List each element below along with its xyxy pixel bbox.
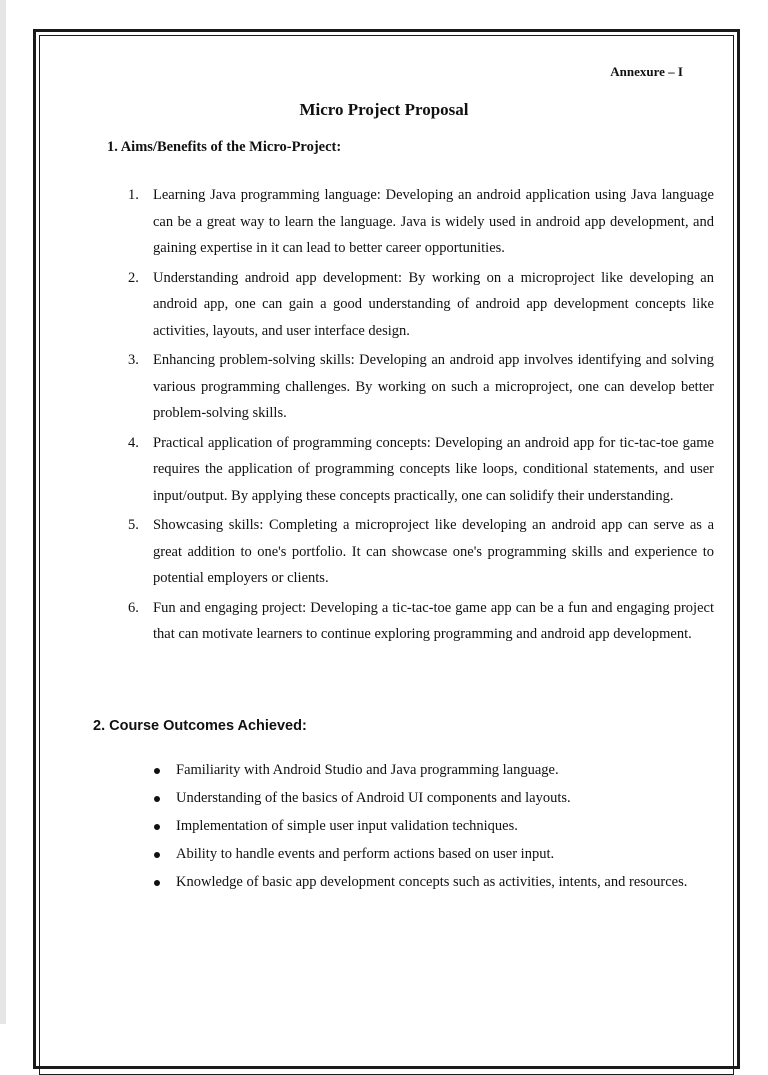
outcomes-list [152, 759, 732, 899]
aim-text: Practical application of programming concepts: Developing an android app for tic-tac-toe game requires the application of programming concepts like loops, conditional statements, and user input/output. By applying these concepts practically, one can solidify their understanding. [153, 434, 714, 504]
aim-item [128, 512, 714, 592]
aim-number: 1. [128, 187, 139, 203]
outcome-item [152, 787, 732, 815]
aim-number: 2. [128, 269, 139, 286]
aims-list [128, 182, 714, 651]
aim-item [128, 595, 714, 648]
section-heading-outcomes: 2. Course Outcomes Achieved: [93, 718, 307, 734]
aim-item [128, 430, 714, 510]
bullet-icon [154, 880, 160, 886]
outcome-text: Implementation of simple user input validation techniques. [176, 818, 518, 834]
outcome-item [152, 815, 732, 843]
outcome-text: Understanding of the basics of Android UI components and layouts. [176, 790, 571, 806]
bullet-icon [154, 852, 160, 858]
outcome-text: Familiarity with Android Studio and Java programming language. [176, 762, 559, 778]
bullet-icon [154, 768, 160, 774]
aim-text: Enhancing problem-solving skills: Developing an android app involves identifying and solving various programming challenges. By working on such a microproject, one can develop better problem-solving skills. [153, 352, 714, 421]
aim-number: 3. [128, 352, 139, 368]
section-heading-aims: 1. Aims/Benefits of the Micro-Project: [107, 139, 342, 155]
aim-number: 5. [128, 517, 139, 533]
outcome-text: Knowledge of basic app development concepts such as activities, intents, and resources. [176, 874, 688, 890]
aim-item [128, 347, 714, 427]
aim-number: 6. [128, 599, 139, 616]
aim-text: Understanding android app development: By working on a microproject like developing an android app, one can gain a good understanding of android app development concepts like activities, layouts, and user interface design. [153, 269, 714, 339]
aim-item [128, 265, 714, 345]
outcome-item [152, 759, 732, 787]
page-left-edge [0, 0, 6, 1024]
page-title: Micro Project Proposal [299, 100, 469, 119]
aim-number: 4. [128, 434, 139, 451]
outcome-item [152, 843, 732, 871]
annexure-label: Annexure – I [610, 64, 683, 79]
aim-text: Showcasing skills: Completing a microproject like developing an android app can serve as a great addition to one's portfolio. It can showcase one's programming skills and experience to potential employers or clients. [153, 517, 714, 586]
aim-text: Learning Java programming language: Developing an android application using Java language can be a great way to learn the language. Java is widely used in android app development, and gaining expertise in it can lead to better career opportunities. [153, 187, 714, 256]
outcome-text: Ability to handle events and perform actions based on user input. [176, 846, 555, 862]
outcome-item [152, 871, 732, 899]
aim-item [128, 182, 714, 262]
bullet-icon [154, 824, 160, 830]
aim-text: Fun and engaging project: Developing a tic-tac-toe game app can be a fun and engaging project that can motivate learners to continue exploring programming and android app development. [153, 599, 714, 642]
bullet-icon [154, 796, 160, 802]
